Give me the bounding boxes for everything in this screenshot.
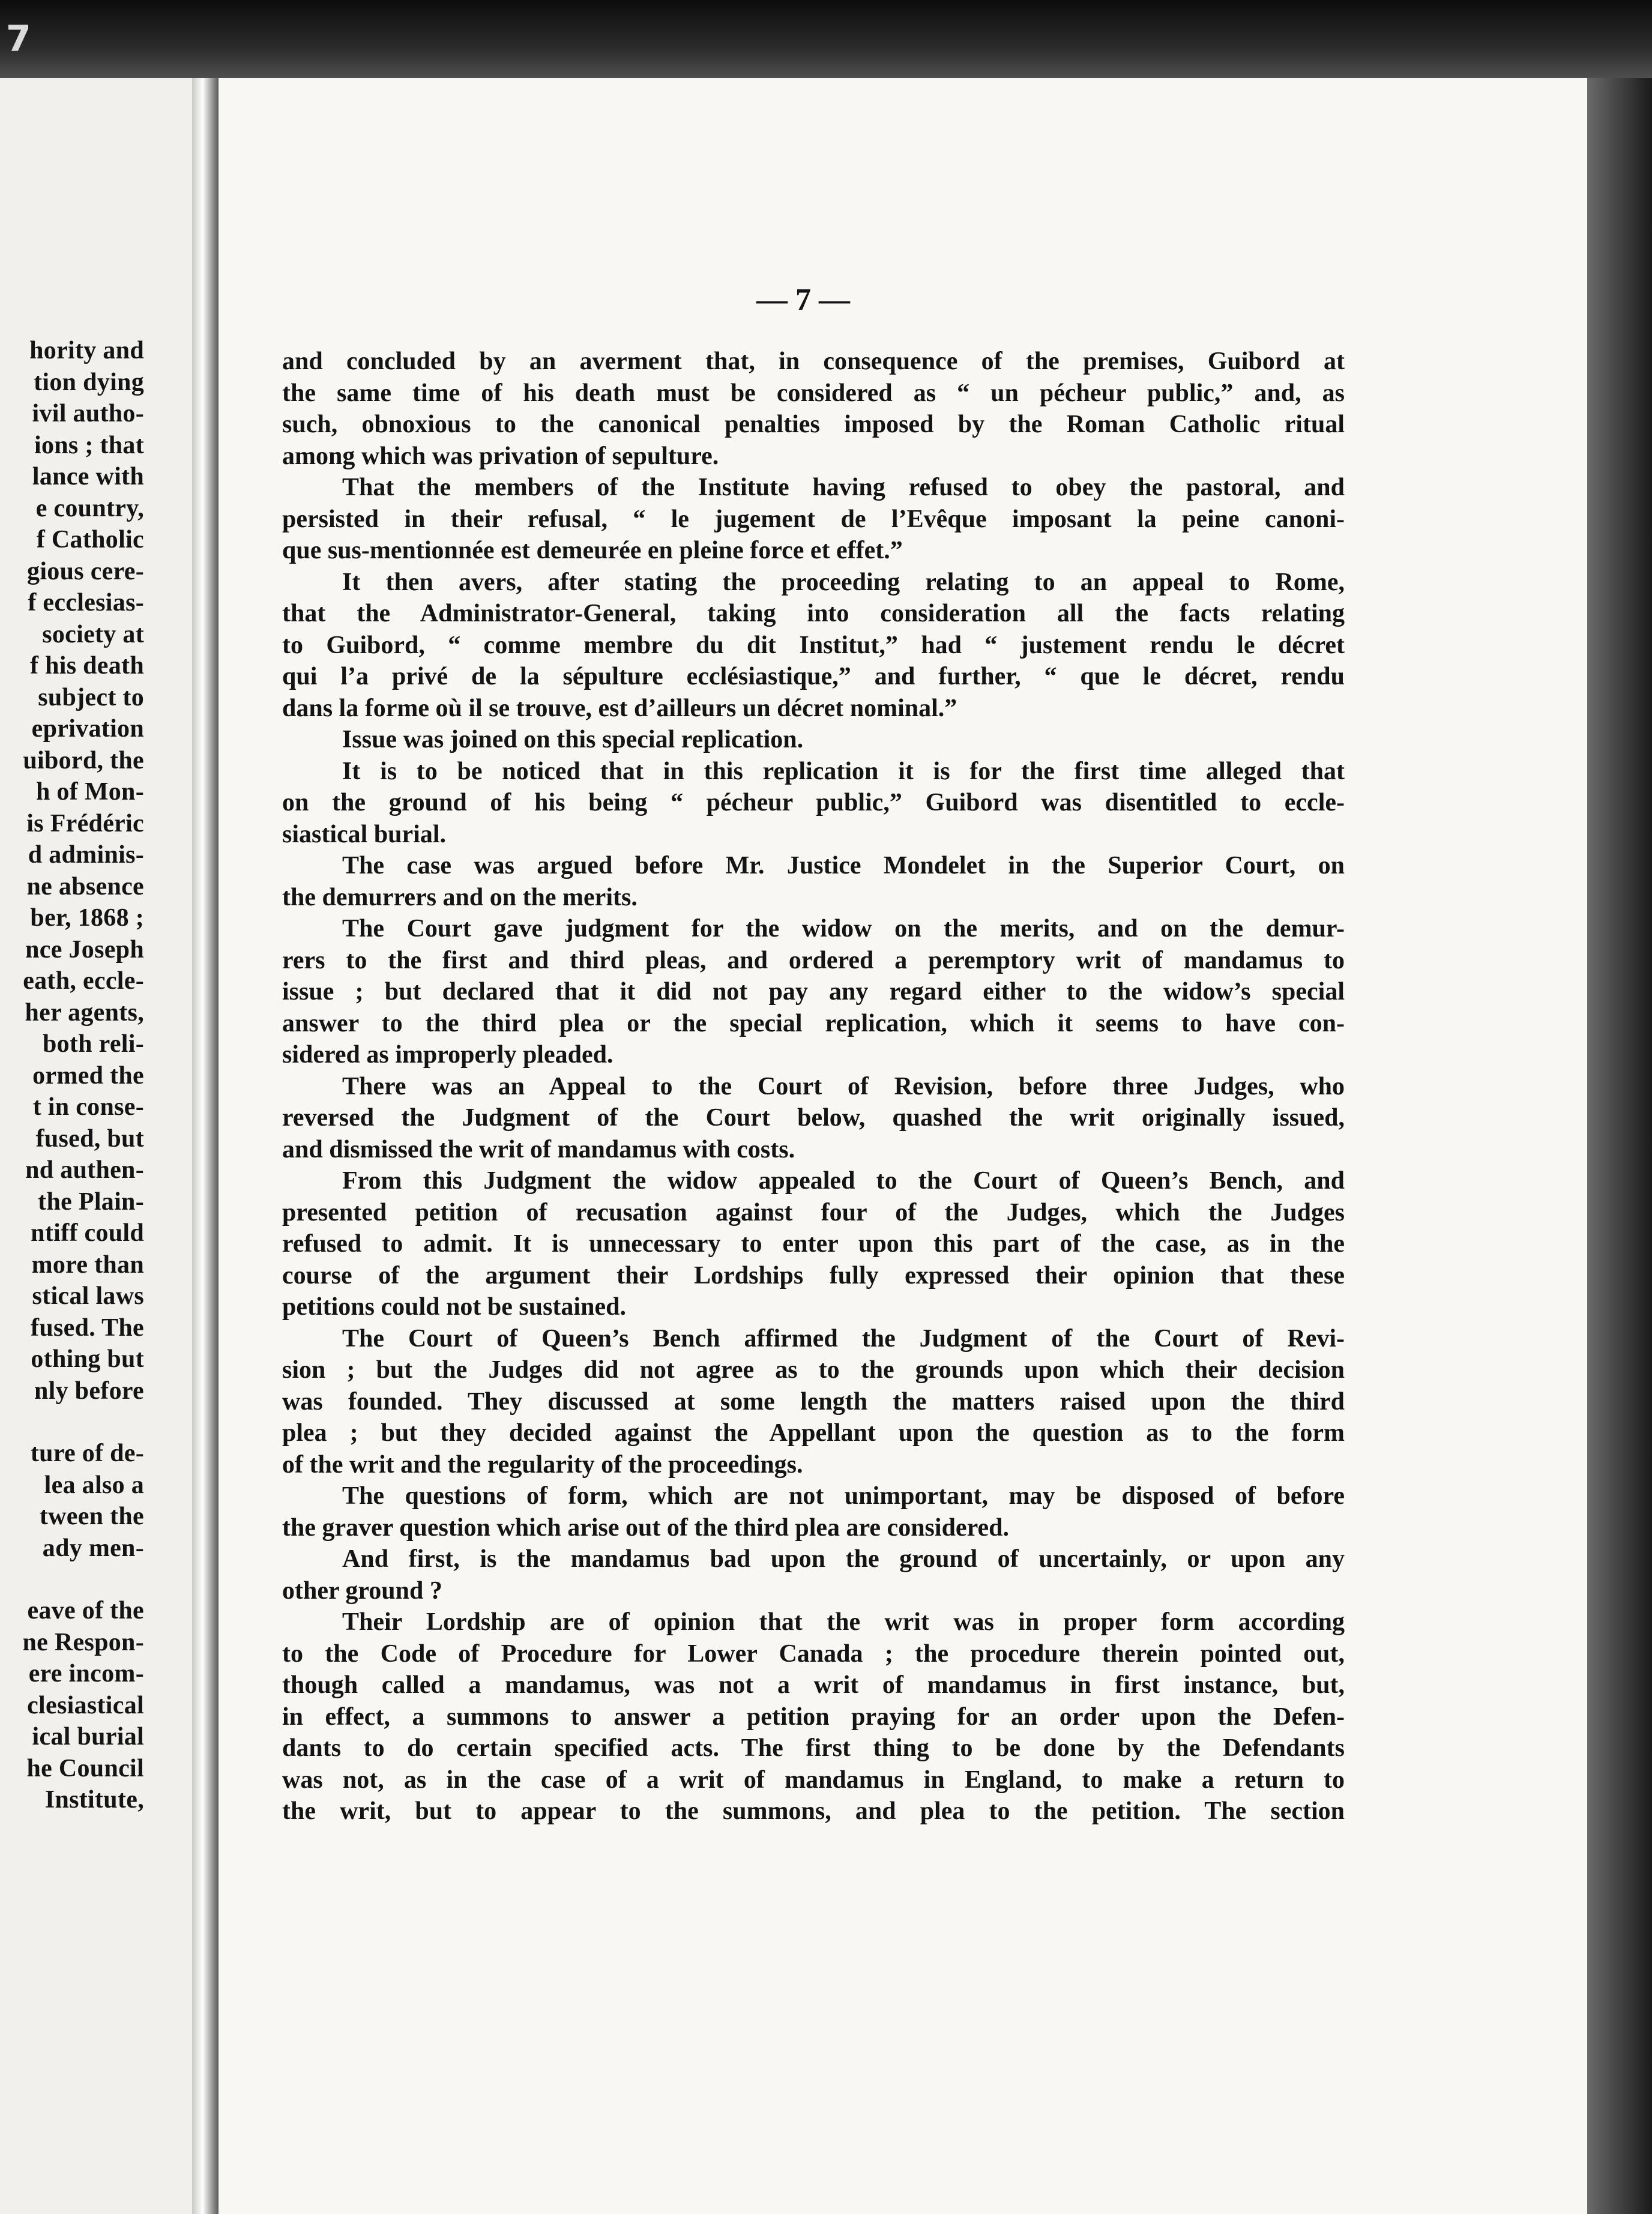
left-column-line: ions ; that xyxy=(34,431,144,459)
text-line: que sus-mentionnée est demeurée en pleine force et effet.” xyxy=(282,537,903,564)
frame-number: 7 xyxy=(6,18,31,60)
left-column-line: fused, but xyxy=(35,1124,144,1153)
text-line: answer to the third plea or the special replication, which it seems to have con- xyxy=(282,1009,1345,1037)
text-line: refused to admit. It is unnecessary to enter upon this part of the case, as in the xyxy=(282,1230,1345,1258)
text-line: such, obnoxious to the canonical penalties imposed by the Roman Catholic ritual xyxy=(282,411,1345,438)
left-page-fragment xyxy=(0,78,192,2214)
left-page-column xyxy=(0,335,144,1816)
text-line: sion ; but the Judges did not agree as to the grounds upon which their decision xyxy=(282,1356,1345,1384)
text-line: Their Lordship are of opinion that the writ was in proper form according xyxy=(342,1608,1345,1636)
left-column-line: more than xyxy=(31,1250,144,1279)
left-column-gap xyxy=(0,1564,144,1595)
text-line: that the Administrator-General, taking into consideration all the facts relating xyxy=(282,600,1345,627)
text-line: to the Code of Procedure for Lower Canada ; the procedure therein pointed out, xyxy=(282,1639,1345,1668)
scan-border-right xyxy=(1587,78,1652,2214)
left-column-line: society at xyxy=(42,620,144,648)
left-column-line: lea also a xyxy=(44,1471,144,1499)
left-column-line: lance with xyxy=(32,463,144,490)
left-column-line: ical burial xyxy=(32,1723,144,1751)
left-column-line: hority and xyxy=(29,337,144,364)
text-line: was not, as in the case of a writ of mandamus in England, to make a return to xyxy=(282,1766,1345,1794)
text-line: dants to do certain specified acts. The first thing to be done by the Defendants xyxy=(282,1734,1345,1762)
text-line: The Court of Queen’s Bench affirmed the Judgment of the Court of Revi- xyxy=(342,1324,1345,1353)
left-column-line: the Plain- xyxy=(38,1187,144,1216)
text-line: in effect, a summons to answer a petition praying for an order upon the Defen- xyxy=(282,1703,1345,1731)
text-line: the graver question which arise out of the third plea are considered. xyxy=(282,1513,1009,1542)
text-line: It then avers, after stating the proceeding relating to an appeal to Rome, xyxy=(342,568,1345,596)
text-line: The questions of form, which are not unimportant, may be disposed of before xyxy=(342,1482,1345,1510)
left-column-line: ne absence xyxy=(26,872,144,900)
text-line: siastical burial. xyxy=(282,820,447,848)
left-column-line: ady men- xyxy=(42,1534,144,1562)
text-line: to Guibord, “ comme membre du dit Institut,” had “ justement rendu le décret xyxy=(282,631,1345,659)
left-column-line: stical laws xyxy=(32,1282,144,1310)
text-line: among which was privation of sepulture. xyxy=(282,442,719,470)
text-line: and dismissed the writ of mandamus with costs. xyxy=(282,1135,795,1163)
text-line: was founded. They discussed at some length the matters raised upon the third xyxy=(282,1387,1345,1416)
left-column-line: her agents, xyxy=(25,998,144,1027)
left-column-line: ber, 1868 ; xyxy=(30,904,144,932)
left-column-line: eave of the xyxy=(27,1597,144,1624)
left-column-line: d adminis- xyxy=(28,841,144,869)
text-line: on the ground of his being “ pécheur public,” Guibord was disentitled to eccle- xyxy=(282,789,1345,816)
left-column-line: nly before xyxy=(34,1377,144,1405)
left-column-line: ne Respon- xyxy=(22,1628,144,1656)
text-line: dans la forme où il se trouve, est d’ailleurs un décret nominal.” xyxy=(282,694,957,722)
text-line: There was an Appeal to the Court of Revision, before three Judges, who xyxy=(342,1072,1345,1100)
left-column-line: uibord, the xyxy=(23,746,144,774)
scan-border-top xyxy=(0,0,1652,78)
left-column-line: gious cere- xyxy=(27,557,144,585)
left-column-gap xyxy=(0,1407,144,1438)
left-column-line: he Council xyxy=(26,1754,144,1782)
text-line: That the members of the Institute having refused to obey the pastoral, and xyxy=(342,474,1345,501)
text-line: rers to the first and third pleas, and ordered a peremptory writ of mandamus to xyxy=(282,946,1345,974)
text-line: petitions could not be sustained. xyxy=(282,1293,626,1321)
text-line: The Court gave judgment for the widow on the merits, and on the demur- xyxy=(342,915,1345,943)
text-line: the writ, but to appear to the summons, and plea to the petition. The section xyxy=(282,1797,1345,1825)
left-column-line: e country, xyxy=(35,494,144,522)
text-line: reversed the Judgment of the Court below, quashed the writ originally issued, xyxy=(282,1104,1345,1132)
text-line: other ground ? xyxy=(282,1576,442,1605)
text-line: Issue was joined on this special replication. xyxy=(342,726,804,753)
left-column-line: subject to xyxy=(38,683,144,711)
text-line: issue ; but declared that it did not pay any regard either to the widow’s special xyxy=(282,978,1345,1006)
text-line: plea ; but they decided against the Appellant upon the question as to the form xyxy=(282,1419,1345,1447)
text-line: the demurrers and on the merits. xyxy=(282,883,638,911)
left-column-line: ivil autho- xyxy=(32,400,144,427)
left-column-line: ture of de- xyxy=(30,1440,144,1467)
left-column-line: both reli- xyxy=(42,1030,144,1058)
left-column-line: othing but xyxy=(31,1345,144,1373)
left-column-line: eath, eccle- xyxy=(23,967,144,995)
left-column-line: is Frédéric xyxy=(26,809,144,837)
text-line: It is to be noticed that in this replication it is for the first time alleged that xyxy=(342,757,1345,785)
left-column-line: ormed the xyxy=(32,1061,144,1090)
left-column-line: t in conse- xyxy=(32,1093,144,1121)
left-column-line: f his death xyxy=(29,652,144,680)
left-column-line: tween the xyxy=(39,1503,144,1530)
text-line: qui l’a privé de la sépulture ecclésiastique,” and further, “ que le décret, rendu xyxy=(282,663,1345,690)
page-number: — 7 — xyxy=(756,283,850,317)
book-spine xyxy=(192,78,219,2214)
left-column-line: ntiff could xyxy=(31,1219,144,1247)
text-line: The case was argued before Mr. Justice Mondelet in the Superior Court, on xyxy=(342,852,1345,879)
left-column-line: f ecclesias- xyxy=(28,589,144,617)
left-column-line: nce Joseph xyxy=(25,935,144,964)
text-line: though called a mandamus, was not a writ of mandamus in first instance, but, xyxy=(282,1671,1345,1699)
body-text xyxy=(282,346,1345,1827)
text-line: and concluded by an averment that, in consequence of the premises, Guibord at xyxy=(282,348,1345,375)
text-line: of the writ and the regularity of the proceedings. xyxy=(282,1450,803,1479)
left-column-line: tion dying xyxy=(34,368,144,396)
left-column-line: eprivation xyxy=(31,715,144,743)
left-column-line: nd authen- xyxy=(25,1156,144,1184)
left-column-line: Institute, xyxy=(44,1786,144,1814)
left-column-line: fused. The xyxy=(31,1314,144,1342)
text-line: presented petition of recusation against four of the Judges, which the Judges xyxy=(282,1198,1345,1226)
left-column-line: h of Mon- xyxy=(35,778,144,806)
text-line: the same time of his death must be considered as “ un pécheur public,” and, as xyxy=(282,379,1345,407)
left-column-line: f Catholic xyxy=(36,526,144,554)
text-line: From this Judgment the widow appealed to the Court of Queen’s Bench, and xyxy=(342,1167,1345,1195)
left-column-line: ere incom- xyxy=(28,1660,144,1688)
text-line: persisted in their refusal, “ le jugement de l’Evêque imposant la peine canoni- xyxy=(282,505,1345,533)
text-line: sidered as improperly pleaded. xyxy=(282,1041,613,1069)
text-line: And first, is the mandamus bad upon the ground of uncertainly, or upon any xyxy=(342,1545,1345,1573)
text-line: course of the argument their Lordships fully expressed their opinion that these xyxy=(282,1261,1345,1289)
left-column-line: clesiastical xyxy=(27,1691,144,1719)
